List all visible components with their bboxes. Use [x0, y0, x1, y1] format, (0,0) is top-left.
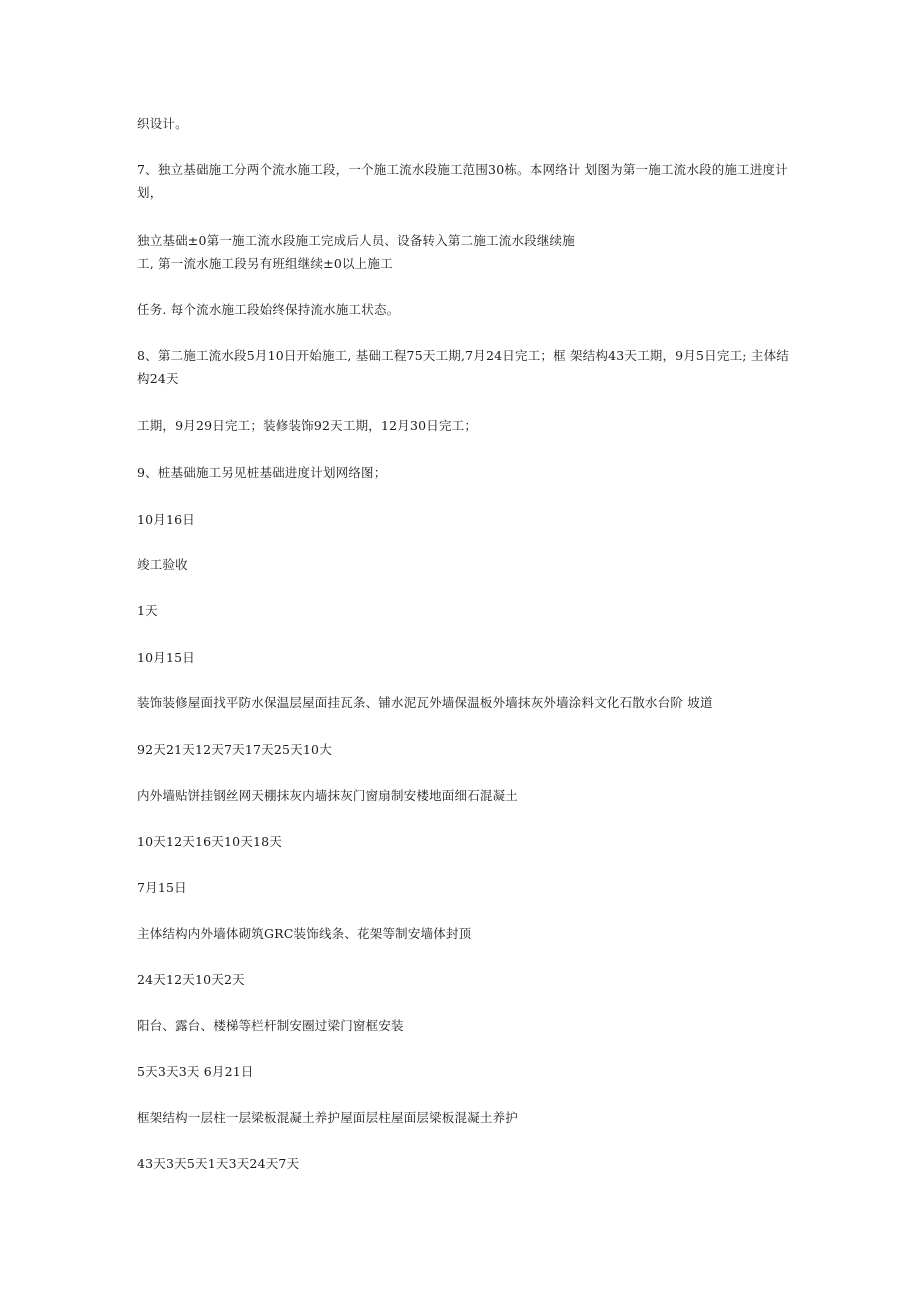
- paragraph-foundation-continue: 工, 第一流水施工段另有班组继续±0以上施工: [137, 256, 393, 271]
- duration-1-day: 1天: [137, 603, 158, 618]
- durations-decoration: 92天21天12天7天17天25天10大: [137, 742, 332, 757]
- paragraph-item-7: 7、独立基础施工分两个流水施工段，一个施工流水段施工范围30栋。本网络计 划图为第一施工流水段的施工进度计划，: [137, 162, 788, 200]
- paragraph-schedule: 工期，9月29日完工；装修装饰92天工期，12月30日完工；: [137, 418, 478, 433]
- paragraph-item-8: 8、第二施工流水段5月10日开始施工, 基础工程75天工期,7月24日完工；框 架结构43天工期，9月5日完工; 主体结构24天: [137, 348, 789, 386]
- date-jul-15: 7月15日: [137, 880, 187, 895]
- durations-railing: 5天3天3天 6月21日: [137, 1064, 254, 1079]
- date-oct-15: 10月15日: [137, 650, 196, 665]
- paragraph-foundation-transfer: 独立基础±0第一施工流水段施工完成后人员、设备转入第二施工流水段继续施: [137, 233, 575, 248]
- durations-interior: 10天12天16天10天18天: [137, 834, 283, 849]
- paragraph-item-9: 9、桩基础施工另见桩基础进度计划网络图；: [137, 465, 387, 480]
- text-completion-acceptance: 竣工验收: [137, 557, 188, 572]
- text-interior-tasks: 内外墙贴饼挂钢丝网天棚抹灰内墙抹灰门窗扇制安楼地面细石混凝土: [137, 788, 519, 803]
- paragraph-org-design: 织设计。: [137, 116, 188, 131]
- paragraph-task: 任务. 每个流水施工段始终保持流水施工状态。: [137, 302, 400, 317]
- durations-main-structure: 24天12天10天2天: [137, 972, 245, 987]
- text-railing-tasks: 阳台、露台、楼梯等栏杆制安圈过梁门窗框安装: [137, 1018, 404, 1033]
- text-frame-structure-tasks: 框架结构一层柱一层梁板混凝土养护屋面层柱屋面层梁板混凝土养护: [137, 1110, 519, 1125]
- text-decoration-tasks: 装饰装修屋面找平防水保温层屋面挂瓦条、铺水泥瓦外墙保温板外墙抹灰外墙涂料文化石散水台阶 坡道: [137, 695, 713, 710]
- text-main-structure-tasks: 主体结构内外墙体砌筑GRC装饰线条、花架等制安墙体封顶: [137, 926, 472, 941]
- date-oct-16: 10月16日: [137, 512, 196, 527]
- durations-frame-structure: 43天3天5天1天3天24天7天: [137, 1156, 300, 1171]
